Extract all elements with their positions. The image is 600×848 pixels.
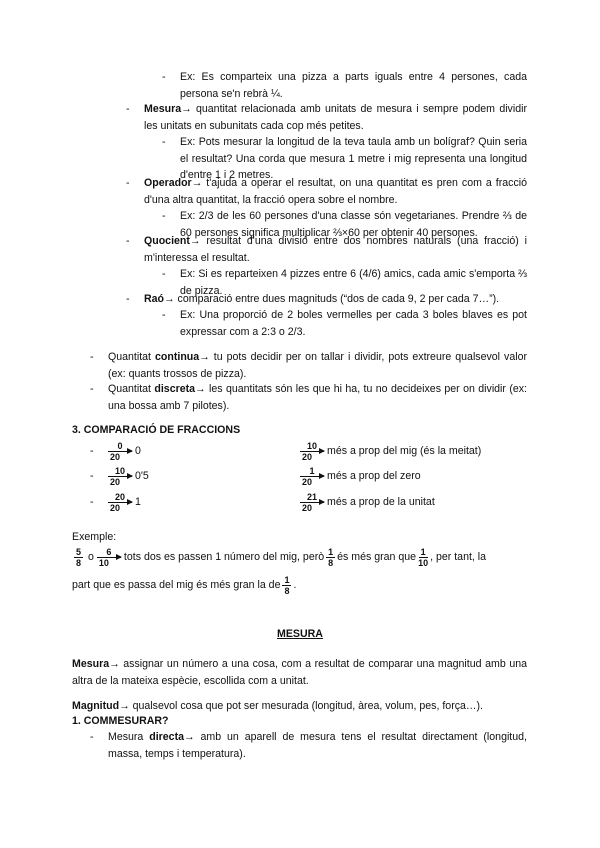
fraction-arrow: $\frac{10}{20}$ xyxy=(108,466,132,487)
fraction-arrow: $\frac{0}{20}$ xyxy=(108,441,132,462)
term-magnitud: Magnitud xyxy=(72,700,120,712)
list-item-operador: - Operador→ t'ajuda a operar el resultat, on una quantitat es pren com a fracció d'una altra quantitat, la fracció opera sobre el nombre. xyxy=(126,177,527,206)
list-item-rao-example: - Ex: Una proporció de 2 boles vermelles per cada 3 boles blaves es pot expressar com a 2:3 o 2/3. xyxy=(162,309,527,338)
list-item-quocient-example: - Ex: Si es reparteixen 4 pizzes entre 6 (4/6) amics, cada amic s'emporta ⅔ de pizza. xyxy=(162,268,527,297)
term-operador: Operador xyxy=(144,177,192,189)
fraction-arrow: $\frac{10}{20}$ xyxy=(300,441,324,462)
term-discreta: discreta xyxy=(154,383,196,395)
list-item-operador-example: - Ex: 2/3 de les 60 persones d'una classe són vegetarianes. Prendre ⅔ de 60 persones significa multiplicar ⅔×60 per obtenir 40 persones. xyxy=(162,210,527,239)
example-label: Exemple: xyxy=(72,531,117,543)
section-heading-comparacio: 3. COMPARACIÓ DE FRACCIONS xyxy=(72,424,241,436)
fraction: $\frac{1}{8}$ xyxy=(328,546,334,568)
example-line-1: $\frac{5}{8}$ o $\frac{6}{10}$ tots dos es passen 1 número del mig, però $\frac{1}{8}$ és més gran que $\frac{1}{10}$ , per tant, la xyxy=(76,546,487,568)
example-line-2: part que es passa del mig és més gran la de $\frac{1}{8}$ . xyxy=(72,574,297,596)
list-item-pizza-example: - Ex: Es comparteix una pizza a parts iguals entre 4 persones, cada persona se'n rebrà ¼. xyxy=(162,71,527,100)
term-directa: directa xyxy=(149,731,184,743)
term-rao: Raó xyxy=(144,293,165,305)
term-continua: continua xyxy=(155,351,200,363)
list-item-mesura-example: - Ex: Pots mesurar la longitud de la teva taula amb un bolígraf? Quin seria el resultat? Una corda que mesura 1 metre i mig representa una longitud d'entre 1 i 2 metres. xyxy=(162,136,527,181)
list-item-quantitat-discreta: - Quantitat discreta→ les quantitats són les que hi ha, tu no decideixes per on dividir (ex: una bossa amb 7 pilotes). xyxy=(90,383,527,412)
comparison-row-left-1: - $\frac{0}{20}$ 0 xyxy=(90,440,141,462)
list-item-quocient: - Quocient→ resultat d'una divisió entre dos nombres naturals (una fracció) i m'interessa el resultat. xyxy=(126,235,527,264)
fraction: $\frac{1}{10}$ xyxy=(418,546,429,568)
term-quocient: Quocient xyxy=(144,235,190,247)
comparison-row-right-2: $\frac{1}{20}$ més a prop del zero xyxy=(302,465,421,487)
section-heading-commesurar: 1. COMMESURAR? xyxy=(72,715,169,727)
comparison-row-right-1: $\frac{10}{20}$ més a prop del mig (és la meitat) xyxy=(302,440,482,462)
definition-mesura: Mesura→ assignar un número a una cosa, com a resultat de comparar una magnitud amb una altra de la mateixa espècie, escollida com a unitat. xyxy=(72,658,527,687)
comparison-row-right-3: $\frac{21}{20}$ més a prop de la unitat xyxy=(302,491,435,513)
list-item-quantitat-continua: - Quantitat continua→ tu pots decidir per on tallar i dividir, pots extreure qualsevol valor (ex: quants trossos de pizza). xyxy=(90,351,528,380)
definition-magnitud: Magnitud→ qualsevol cosa que pot ser mesurada (longitud, àrea, volum, pes, força…). xyxy=(72,700,483,712)
list-item-mesura-directa: - Mesura directa→ amb un aparell de mesura tens el resultat directament (longitud, massa, temps i temperatura). xyxy=(90,731,527,760)
list-item-rao: - Raó→ comparació entre dues magnituds (“dos de cada 9, 2 per cada 7…”). xyxy=(126,293,500,305)
comparison-row-left-2: - $\frac{10}{20}$ 0'5 xyxy=(90,465,149,487)
fraction-arrow: $\frac{6}{10}$ xyxy=(97,547,121,568)
fraction-arrow: $\frac{1}{20}$ xyxy=(300,466,324,487)
term-mesura-definition: Mesura xyxy=(72,658,110,670)
comparison-row-left-3: - $\frac{20}{20}$ 1 xyxy=(90,491,141,513)
page-title-mesura: MESURA xyxy=(277,628,323,640)
fraction: $\frac{5}{8}$ xyxy=(76,546,82,568)
fraction: $\frac{1}{8}$ xyxy=(284,574,290,596)
list-item-mesura: - Mesura→ quantitat relacionada amb unitats de mesura i sempre podem dividir les unitats en subunitats cada cop més petites. xyxy=(126,103,527,132)
term-mesura: Mesura xyxy=(144,103,182,115)
fraction-arrow: $\frac{21}{20}$ xyxy=(300,492,324,513)
fraction-arrow: $\frac{20}{20}$ xyxy=(108,492,132,513)
